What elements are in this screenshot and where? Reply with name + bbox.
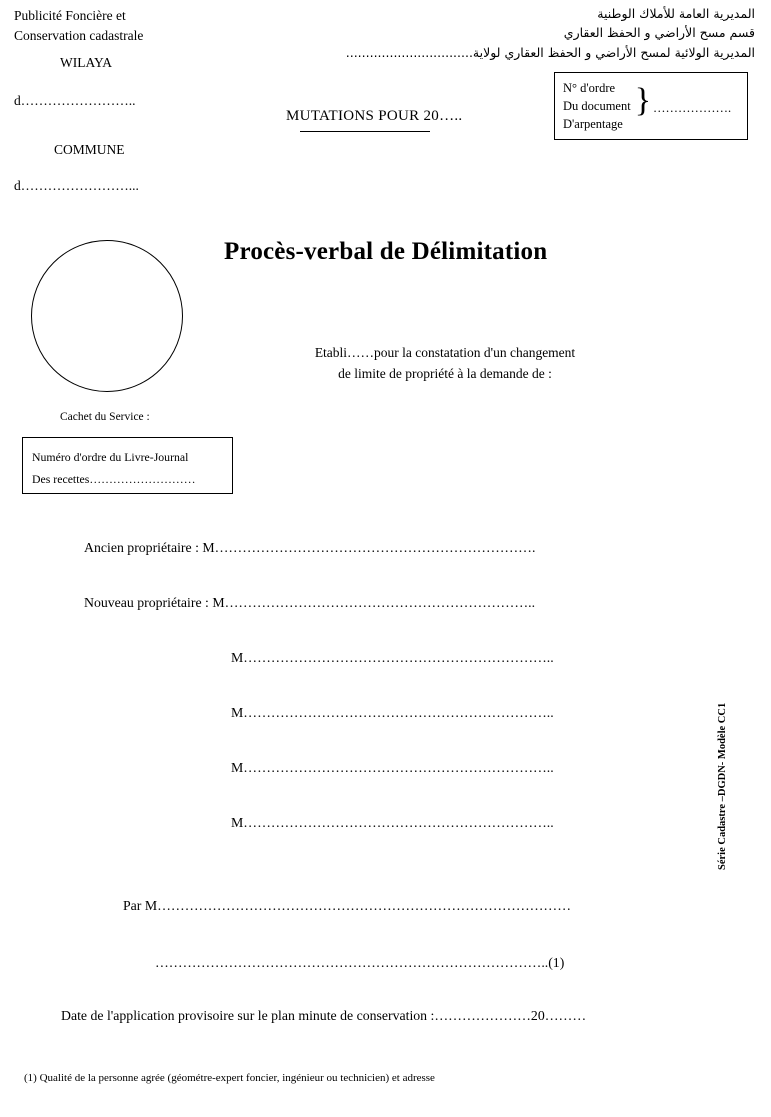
form-field-line[interactable]: Date de l'application provisoire sur le plan minute de conservation :…………………20……… bbox=[61, 1008, 587, 1023]
form-field-line[interactable]: M………………………………………………………….. bbox=[231, 760, 554, 775]
form-field-line[interactable]: Par M……………………………………………………………………………… bbox=[123, 898, 572, 913]
form-field-line[interactable]: M………………………………………………………….. bbox=[231, 650, 554, 665]
header-arabic-block bbox=[345, 4, 755, 62]
arabic-line-1: المديرية العامة للأملاك الوطنية bbox=[597, 6, 755, 21]
header-left-block bbox=[14, 6, 143, 195]
footnote: (1) Qualité de la personne agrée (géométre-expert foncier, ingénieur ou technicien) et adresse bbox=[24, 1072, 435, 1084]
service-stamp-circle bbox=[31, 240, 183, 392]
order-line-3: D'arpentage bbox=[563, 117, 623, 132]
form-field-line[interactable]: Nouveau propriétaire : M………………………………………………………….. bbox=[84, 595, 536, 610]
publicity-line-2: Conservation cadastrale bbox=[14, 27, 144, 43]
order-number-box bbox=[554, 72, 748, 140]
form-field-line[interactable]: …………………………………………………………………………..(1) bbox=[155, 955, 565, 970]
order-line-2: Du document bbox=[563, 99, 631, 114]
wilaya-field: d…………………….. bbox=[14, 92, 136, 108]
arabic-line-2: قسم مسح الأراضي و الحفظ العقاري bbox=[563, 25, 755, 41]
form-field-line[interactable]: M………………………………………………………….. bbox=[231, 705, 554, 720]
livre-journal-box bbox=[22, 437, 233, 494]
mutations-underline bbox=[300, 131, 430, 132]
document-subtitle bbox=[280, 343, 610, 385]
series-side-text: Série Cadastre –DGDN- Modèle CC1 bbox=[717, 702, 728, 870]
commune-label: COMMUNE bbox=[54, 142, 125, 158]
publicity-line-1: Publicité Foncière et bbox=[14, 8, 126, 23]
commune-field: d……………………... bbox=[14, 177, 139, 193]
mutations-heading bbox=[286, 108, 462, 132]
form-field-line[interactable]: M………………………………………………………….. bbox=[231, 815, 554, 830]
livre-journal-line-1: Numéro d'ordre du Livre-Journal bbox=[32, 450, 189, 464]
subtitle-line-1: Etabli……pour la constatation d'un changement bbox=[314, 345, 576, 360]
form-field-line[interactable]: Ancien propriétaire : M……………………………………………………………. bbox=[84, 540, 536, 555]
mutations-label: MUTATIONS POUR 20….. bbox=[286, 108, 463, 124]
brace-icon: } bbox=[634, 82, 652, 119]
page-title: Procès-verbal de Délimitation bbox=[224, 238, 548, 265]
order-line-1: N° d'ordre bbox=[563, 81, 616, 95]
arabic-line-3: المديرية الولائية لمسح الأراضي و الحفظ العقاري لولاية................................ bbox=[345, 44, 755, 60]
livre-journal-line-2: Des recettes……………………… bbox=[32, 472, 196, 487]
wilaya-label: WILAYA bbox=[60, 55, 112, 71]
cachet-label: Cachet du Service : bbox=[60, 411, 150, 423]
order-box-rows bbox=[563, 79, 631, 133]
subtitle-line-2: de limite de propriété à la demande de : bbox=[338, 365, 552, 381]
order-dots: ………………. bbox=[653, 101, 732, 115]
